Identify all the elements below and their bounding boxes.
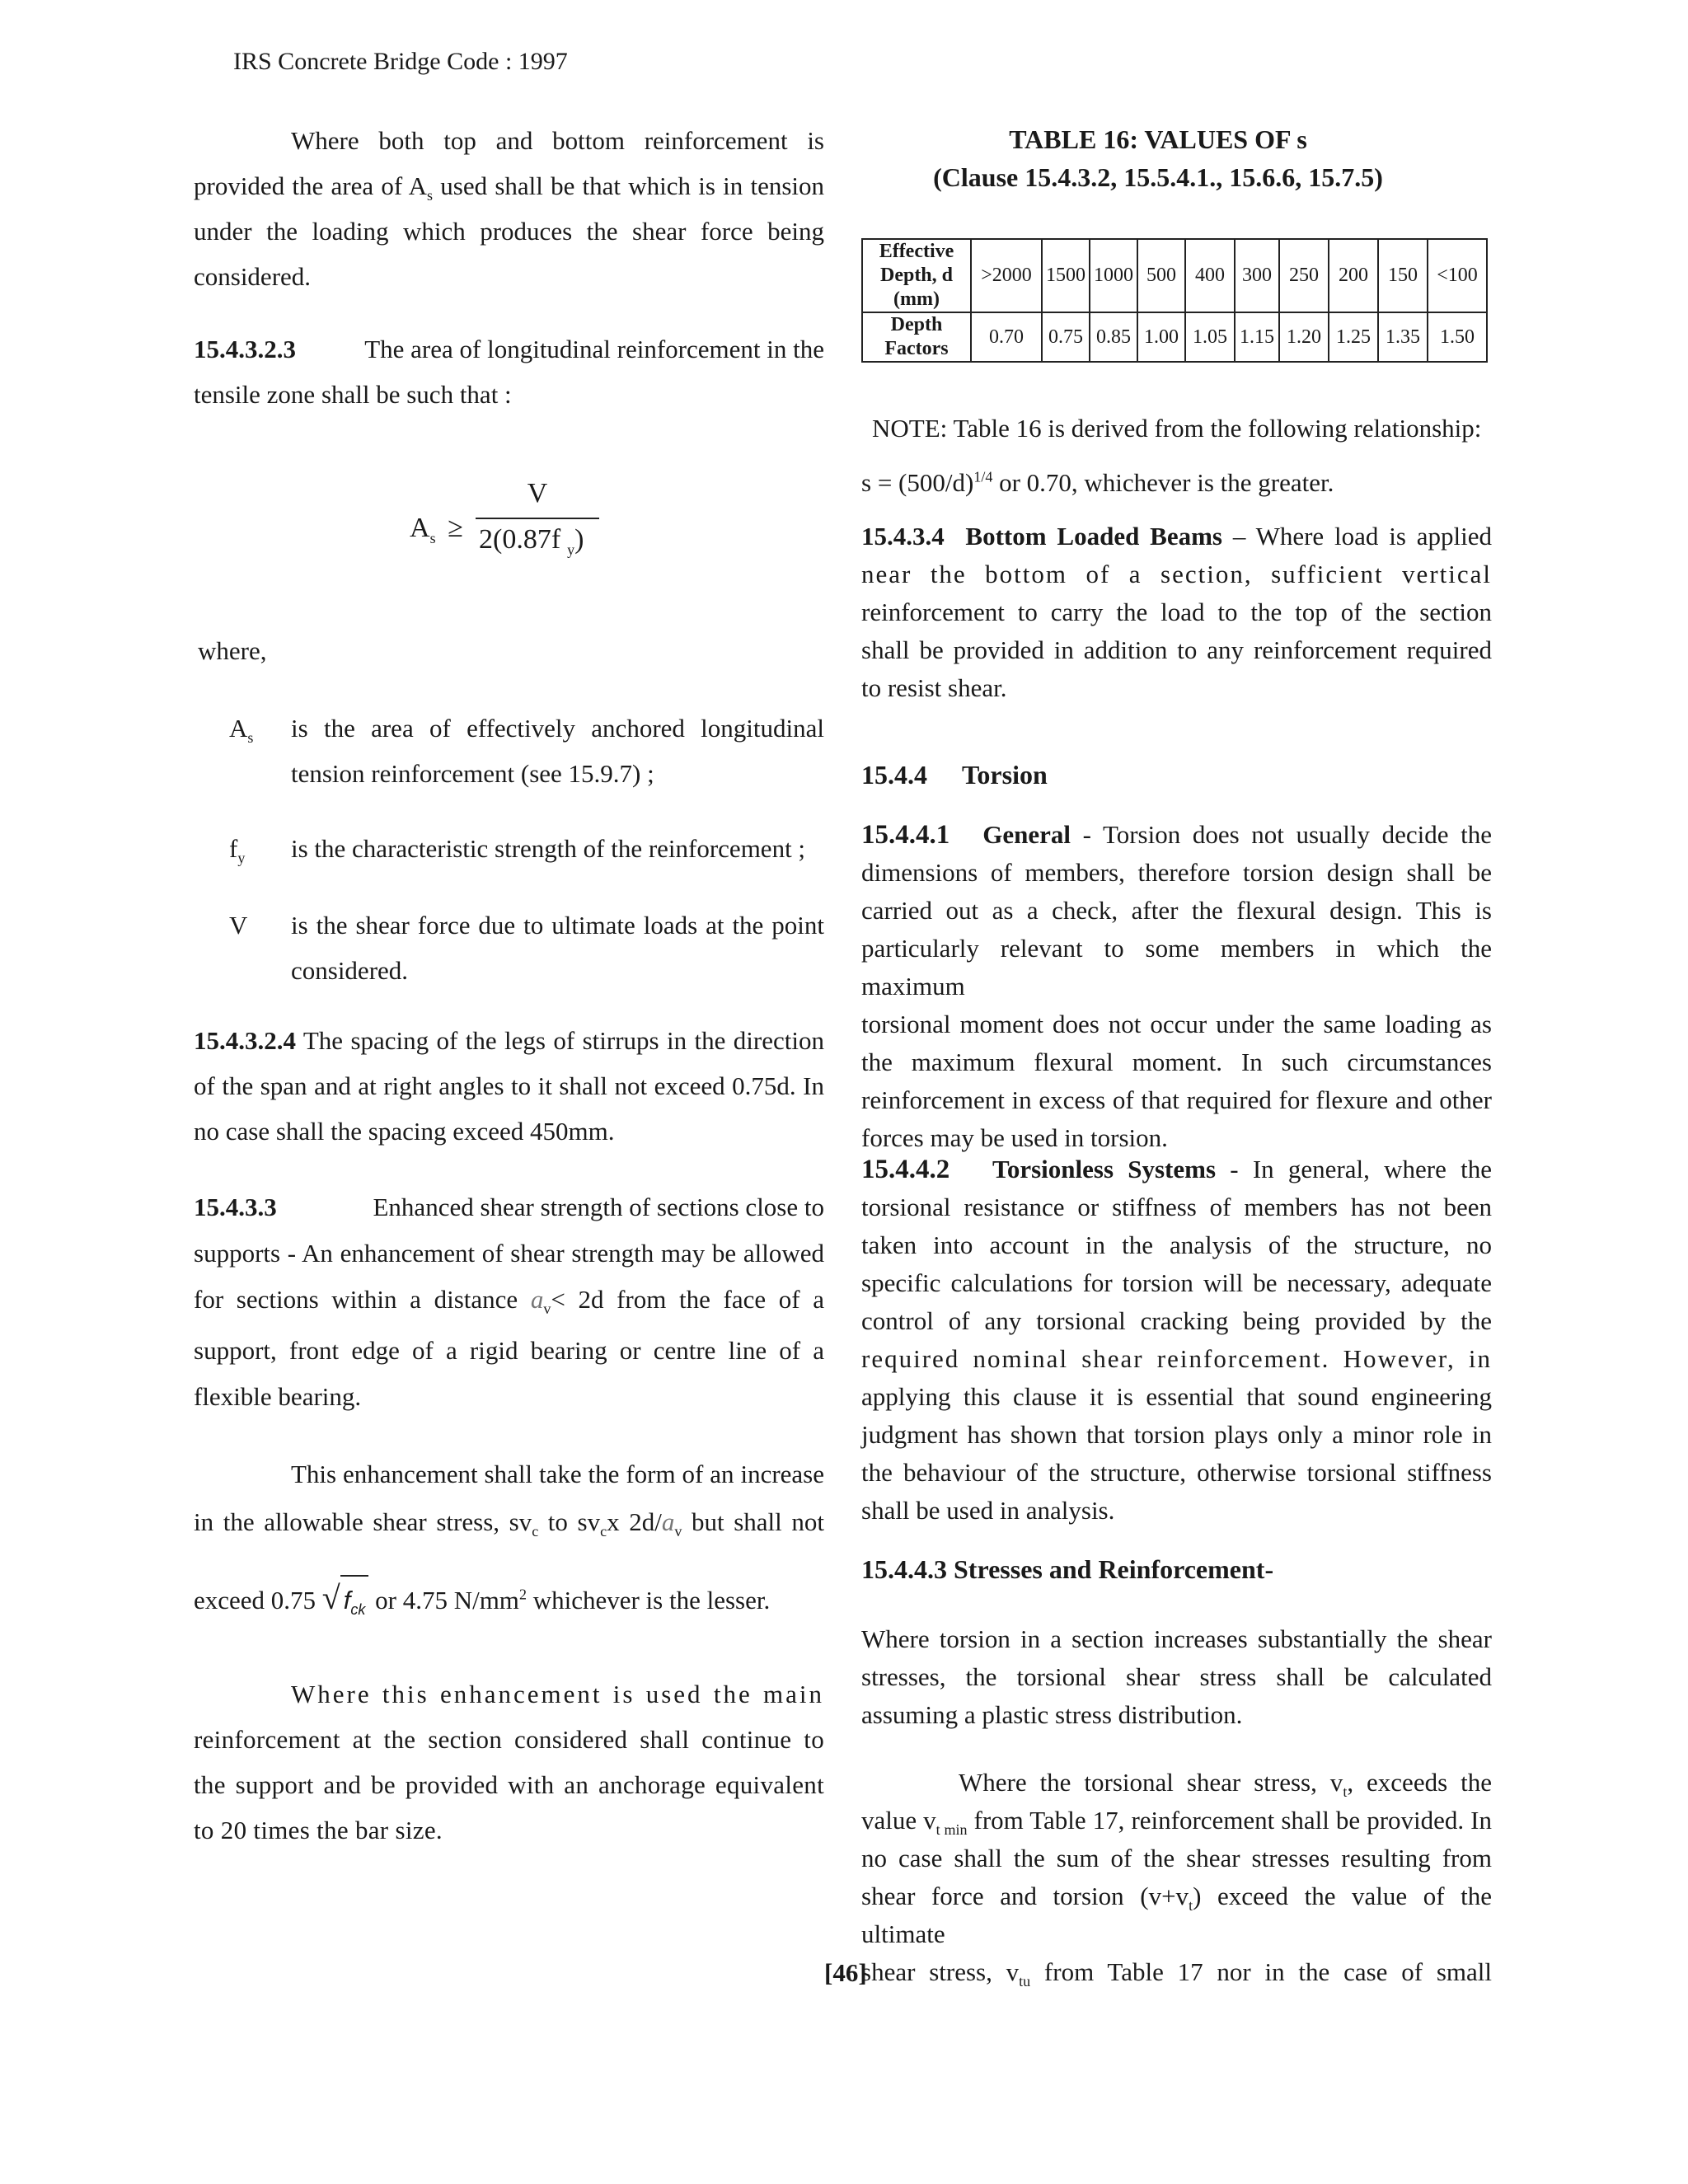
clause-15-4-3-4: 15.4.3.4 Bottom Loaded Beams – Where load is applied near the bottom of a section, sufficient vertical reinforcement to carry the load to the top of the section shall be provided in addition to any reinforcement required to resist shear. (861, 522, 1492, 702)
table-cell: 250 (1279, 239, 1329, 312)
table-cell: 300 (1235, 239, 1279, 312)
sqrt-sign: √ (321, 1579, 340, 1616)
page-number: [46] (824, 1958, 867, 1987)
table-cell: 0.75 (1042, 312, 1090, 362)
sqrt-radicand: $f_{ck}$ (340, 1575, 369, 1624)
clause-15-4-3-2-4: 15.4.3.2.4 The spacing of the legs of stirrups in the direction of the span and at right angles to it shall not exceed 0.75d. In no case shall the spacing exceed 450mm. (194, 1026, 824, 1146)
table-note-formula: $s = (500/d)^{1/4}$ or 0.70, whichever is the greater. (861, 468, 1334, 497)
table-cell: >2000 (971, 239, 1042, 312)
clause-15-4-3-3: 15.4.3.3 Enhanced shear strength of sections close to supports - An enhancement of shear strength may be allowed for sections within a distance $a_v< 2d$ from the face of a support, front edge of a rigid bearing or centre line of a flexible bearing. (194, 1193, 824, 1411)
table-note: NOTE: Table 16 is derived from the following relationship: (872, 414, 1482, 443)
heading-15-4-4-3: 15.4.4.3 Stresses and Reinforcement- (861, 1554, 1274, 1584)
paragraph-torsional-shear: Where the torsional shear stress, $v_t$, exceeds the value $v_{t min}$ from Table 17, reinforcement shall be provided. In no case shall the sum of the shear stresses resulting from shear force and torsion $(v+v_t)$ exceed the value of the ultimate shear stress, $v_{tu}$ from Table 17 nor in the case of small (861, 1768, 1493, 1990)
table-cell: 1.35 (1378, 312, 1428, 362)
paragraph-torsion: Where torsion in a section increases substantially the shear stresses, the torsional shear stress shall be calculated assuming a plastic stress distribution. (861, 1624, 1492, 1729)
clause-15-4-4-1: 15.4.4.1 General - Torsion does not usually decide the dimensions of members, therefore torsion design shall be carried out as a check, after the flexural design. This is particularly relevant to some members in which the maximum torsional moment does not occur under the same loading as the maximum flexural moment. In such circumstances reinforcement in excess of that required for flexure and other forces may be used in torsion. (861, 820, 1492, 1152)
heading-15-4-4: 15.4.4 Torsion (861, 760, 1048, 790)
running-header: IRS Concrete Bridge Code : 1997 (233, 48, 568, 75)
table-cell: 1.00 (1137, 312, 1185, 362)
clause-15-4-3-2-3: 15.4.3.2.3 The area of longitudinal reinforcement in the tensile zone shall be such that : (194, 335, 824, 409)
table-cell: 1500 (1042, 239, 1090, 312)
table-cell: <100 (1428, 239, 1487, 312)
table-title: TABLE 16: VALUES OF s (Clause 15.4.3.2, 15.5.4.1., 15.6.6, 15.7.5) (933, 124, 1383, 192)
table-cell: 1.25 (1329, 312, 1378, 362)
table-row (862, 312, 1487, 362)
fraction-bar (476, 518, 599, 519)
table-cell: 200 (1329, 239, 1378, 312)
table-cell: 1.20 (1279, 312, 1329, 362)
table-cell: 500 (1137, 239, 1185, 312)
clause-15-4-4-2: 15.4.4.2 Torsionless Systems - In general, where the torsional resistance or stiffness of members has not been taken into account in the analysis of the structure, no specific calculations for torsion will be necessary, adequate control of any torsional cracking being provided by the required nominal shear reinforcement. However, in applying this clause it is essential that sound engineering judgment has shown that torsion plays only a minor role in the behaviour of the structure, otherwise torsional stiffness shall be used in analysis. (861, 1155, 1492, 1525)
row-label-depth-factors: Depth Factors (862, 312, 971, 362)
table-cell: 150 (1378, 239, 1428, 312)
left-paragraph-1: Where both top and bottom reinforcement is provided the area of $A_s$ used shall be that which is in tension under the loading which produces the shear force being considered. (194, 126, 825, 291)
table-cell: 1000 (1090, 239, 1137, 312)
table-cell: 400 (1185, 239, 1235, 312)
table-cell: 1.05 (1185, 312, 1235, 362)
table-16 (861, 238, 1488, 363)
paragraph-main-reinforcement: Where this enhancement is used the main reinforcement at the section considered shall continue to the support and be provided with an anchorage equivalent to 20 times the bar size. (194, 1680, 824, 1844)
paragraph-enhancement: This enhancement shall take the form of an increase in the allowable shear stress, $sv_c$ to $sv_cx$ $2d/a_v$ but shall not exceed 0.75 √ $f_{ck}$ or 4.75 $N/mm^2$ whichever is the lesser. (194, 1451, 824, 1624)
table-cell: 1.50 (1428, 312, 1487, 362)
table-row (862, 239, 1487, 312)
where-label: where, (198, 636, 267, 665)
table-cell: 0.85 (1090, 312, 1137, 362)
table-cell: 1.15 (1235, 312, 1279, 362)
table-cell: 0.70 (971, 312, 1042, 362)
row-label-effective-depth: Effective Depth, d (mm) (862, 239, 971, 312)
